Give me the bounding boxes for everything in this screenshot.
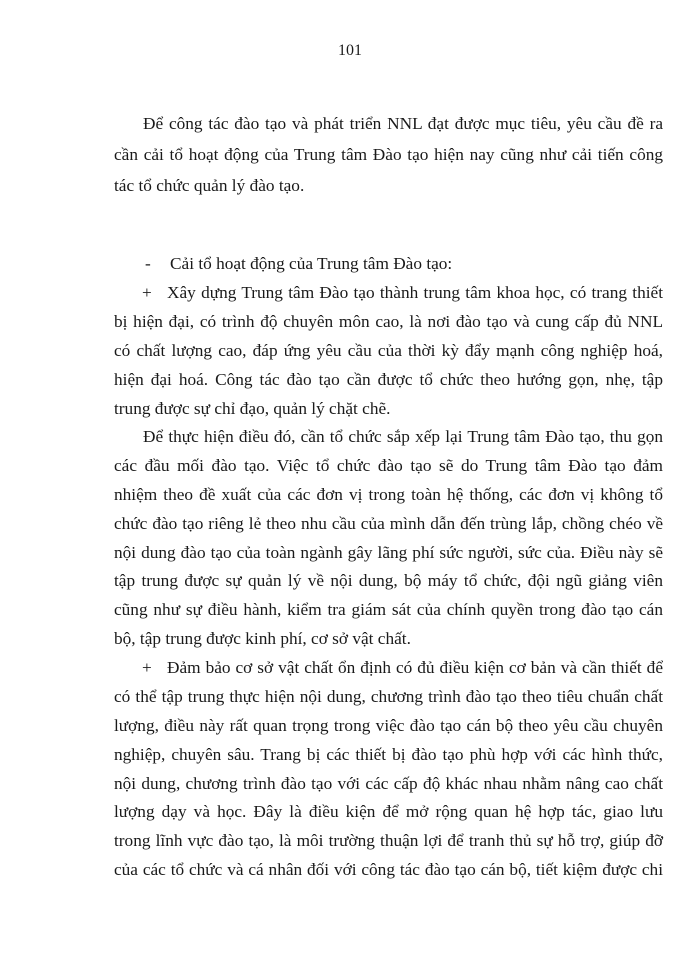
text-line: có chất lượng cao, đáp ứng yêu cầu của thời kỳ đẩy mạnh công nghiệp hoá,	[114, 341, 663, 360]
text-line: trung được sự chỉ đạo, quản lý chặt chẽ.	[114, 399, 391, 418]
text-line: tác tổ chức quản lý đào tạo.	[114, 176, 305, 195]
text-line: bộ, tập trung được kinh phí, cơ sở vật chất.	[114, 629, 411, 648]
page-number: 101	[338, 42, 362, 59]
text-line: hiện đại hoá. Công tác đào tạo cần được tổ chức theo hướng gọn, nhẹ, tập	[114, 370, 663, 389]
text-line: trong lĩnh vực đào tạo, là môi trường thuận lợi để tranh thủ sự hỗ trợ, giúp đỡ	[114, 831, 663, 850]
text-line: có thể tập trung thực hiện nội dung, chương trình đào tạo theo tiêu chuẩn chất	[114, 687, 663, 706]
plus-bullet: +	[142, 283, 152, 302]
text-line: Để thực hiện điều đó, cần tổ chức sắp xếp lại Trung tâm Đào tạo, thu gọn	[143, 427, 663, 446]
text-line: các đầu mối đào tạo. Việc tổ chức đào tạo sẽ do Trung tâm Đào tạo đảm	[114, 456, 663, 475]
text-line	[142, 281, 663, 305]
dash-bullet: -	[145, 254, 151, 273]
section-heading	[145, 252, 663, 276]
list-item-first-line: Đảm bảo cơ sở vật chất ổn định có đủ điều kiện cơ bản và cần thiết để	[167, 658, 663, 677]
text-line	[142, 656, 663, 680]
list-item-first-line: Xây dựng Trung tâm Đào tạo thành trung tâm khoa học, có trang thiết	[167, 283, 663, 302]
text-line: tập trung được sự quản lý về nội dung, bộ máy tổ chức, đội ngũ giảng viên	[114, 571, 663, 590]
text-line: cũng như sự điều hành, kiểm tra giám sát của chính quyền trong đào tạo cán	[114, 600, 663, 619]
text-line: bị hiện đại, có trình độ chuyên môn cao, là nơi đào tạo và cung cấp đủ NNL	[114, 312, 663, 331]
text-line: của các tổ chức và cá nhân đối với công tác đào tạo cán bộ, tiết kiệm được chi	[114, 860, 663, 879]
section-heading-text: Cải tổ hoạt động của Trung tâm Đào tạo:	[170, 254, 453, 273]
text-line: nhiệm theo đề xuất của các đơn vị trong toàn hệ thống, các đơn vị không tổ	[114, 485, 663, 504]
text-line: cần cải tổ hoạt động của Trung tâm Đào tạo hiện nay cũng như cải tiến công	[114, 145, 663, 164]
text-line: Để công tác đào tạo và phát triển NNL đạt được mục tiêu, yêu cầu đề ra	[143, 114, 663, 133]
text-line: lượng, điều này rất quan trọng trong việc đào tạo cán bộ theo yêu cầu chuyên	[114, 716, 663, 735]
text-line: nội dung đào tạo của toàn ngành gây lãng phí sức người, sức của. Điều này sẽ	[114, 543, 663, 562]
text-line: lượng dạy và học. Đây là điều kiện để mở rộng quan hệ hợp tác, giao lưu	[114, 802, 663, 821]
text-line: nghiệp, chuyên sâu. Trang bị các thiết bị đào tạo phù hợp với các hình thức,	[114, 745, 663, 764]
text-line: nội dung, chương trình đào tạo với các cấp độ khác nhau nhằm nâng cao chất	[114, 774, 663, 793]
text-line: chức đào tạo riêng lẻ theo nhu cầu của mình dẫn đến trùng lắp, chồng chéo về	[114, 514, 663, 533]
plus-bullet: +	[142, 658, 152, 677]
